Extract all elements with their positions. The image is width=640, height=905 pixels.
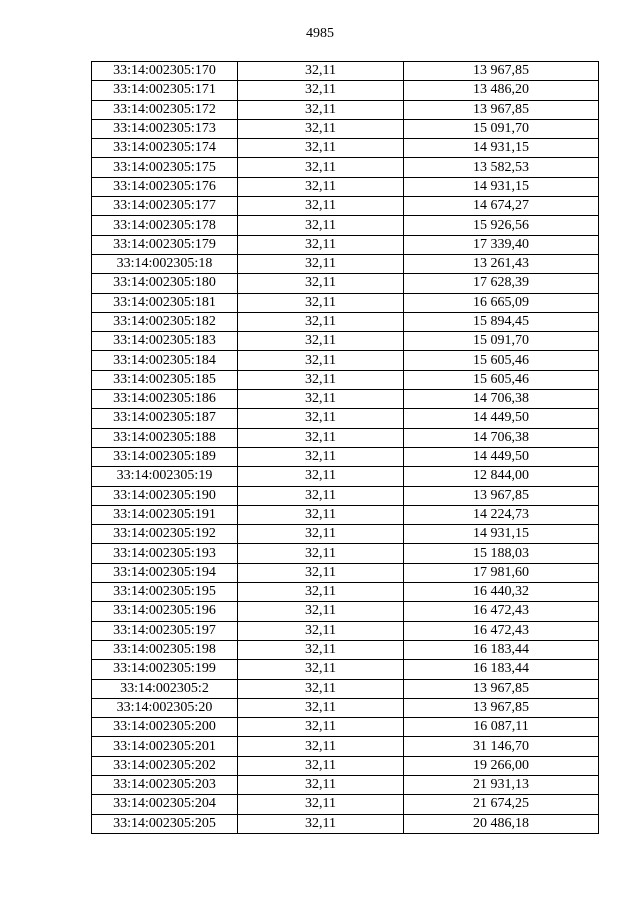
rate-cell: 32,11 [238, 679, 404, 698]
value-cell: 15 605,46 [404, 351, 599, 370]
rate-cell: 32,11 [238, 756, 404, 775]
rate-cell: 32,11 [238, 332, 404, 351]
table-row [92, 525, 599, 544]
value-cell: 14 706,38 [404, 428, 599, 447]
value-cell: 14 931,15 [404, 525, 599, 544]
cadastral-number-cell: 33:14:002305:188 [92, 428, 238, 447]
rate-cell: 32,11 [238, 447, 404, 466]
table-row [92, 544, 599, 563]
cadastral-number-cell: 33:14:002305:171 [92, 81, 238, 100]
cadastral-number-cell: 33:14:002305:186 [92, 390, 238, 409]
rate-cell: 32,11 [238, 293, 404, 312]
rate-cell: 32,11 [238, 409, 404, 428]
cadastral-number-cell: 33:14:002305:190 [92, 486, 238, 505]
value-cell: 15 188,03 [404, 544, 599, 563]
table-row [92, 409, 599, 428]
value-cell: 14 931,15 [404, 177, 599, 196]
value-cell: 13 967,85 [404, 698, 599, 717]
table-row [92, 718, 599, 737]
value-cell: 13 967,85 [404, 62, 599, 81]
page-number: 4985 [306, 26, 334, 41]
cadastral-number-cell: 33:14:002305:180 [92, 274, 238, 293]
cadastral-number-cell: 33:14:002305:181 [92, 293, 238, 312]
rate-cell: 32,11 [238, 254, 404, 273]
value-cell: 14 224,73 [404, 505, 599, 524]
table-row [92, 312, 599, 331]
rate-cell: 32,11 [238, 197, 404, 216]
cadastral-number-cell: 33:14:002305:18 [92, 254, 238, 273]
value-cell: 14 931,15 [404, 139, 599, 158]
rate-cell: 32,11 [238, 775, 404, 794]
value-cell: 13 486,20 [404, 81, 599, 100]
value-cell: 14 449,50 [404, 447, 599, 466]
rate-cell: 32,11 [238, 814, 404, 833]
cadastral-number-cell: 33:14:002305:201 [92, 737, 238, 756]
value-cell: 15 091,70 [404, 119, 599, 138]
table-row [92, 583, 599, 602]
rate-cell: 32,11 [238, 100, 404, 119]
table-row [92, 621, 599, 640]
rate-cell: 32,11 [238, 119, 404, 138]
table-row [92, 467, 599, 486]
table-row [92, 640, 599, 659]
value-cell: 31 146,70 [404, 737, 599, 756]
rate-cell: 32,11 [238, 370, 404, 389]
rate-cell: 32,11 [238, 312, 404, 331]
rate-cell: 32,11 [238, 139, 404, 158]
table-row [92, 795, 599, 814]
value-cell: 13 261,43 [404, 254, 599, 273]
table-row [92, 737, 599, 756]
rate-cell: 32,11 [238, 505, 404, 524]
rate-cell: 32,11 [238, 621, 404, 640]
value-cell: 21 931,13 [404, 775, 599, 794]
rate-cell: 32,11 [238, 698, 404, 717]
cadastral-number-cell: 33:14:002305:177 [92, 197, 238, 216]
table-row [92, 274, 599, 293]
value-cell: 13 582,53 [404, 158, 599, 177]
rate-cell: 32,11 [238, 428, 404, 447]
cadastral-number-cell: 33:14:002305:200 [92, 718, 238, 737]
value-cell: 14 449,50 [404, 409, 599, 428]
rate-cell: 32,11 [238, 640, 404, 659]
cadastral-number-cell: 33:14:002305:170 [92, 62, 238, 81]
table-row [92, 660, 599, 679]
table-row [92, 81, 599, 100]
cadastral-number-cell: 33:14:002305:205 [92, 814, 238, 833]
cadastral-number-cell: 33:14:002305:184 [92, 351, 238, 370]
rate-cell: 32,11 [238, 525, 404, 544]
value-cell: 15 091,70 [404, 332, 599, 351]
cadastral-number-cell: 33:14:002305:198 [92, 640, 238, 659]
value-cell: 13 967,85 [404, 100, 599, 119]
cadastral-number-cell: 33:14:002305:197 [92, 621, 238, 640]
rate-cell: 32,11 [238, 602, 404, 621]
cadastral-number-cell: 33:14:002305:174 [92, 139, 238, 158]
cadastral-number-cell: 33:14:002305:182 [92, 312, 238, 331]
rate-cell: 32,11 [238, 81, 404, 100]
table-row [92, 428, 599, 447]
table-row [92, 351, 599, 370]
value-cell: 17 339,40 [404, 235, 599, 254]
rate-cell: 32,11 [238, 737, 404, 756]
table-row [92, 332, 599, 351]
cadastral-number-cell: 33:14:002305:193 [92, 544, 238, 563]
cadastral-number-cell: 33:14:002305:194 [92, 563, 238, 582]
value-cell: 16 087,11 [404, 718, 599, 737]
table-row [92, 698, 599, 717]
table-row [92, 235, 599, 254]
rate-cell: 32,11 [238, 390, 404, 409]
rate-cell: 32,11 [238, 583, 404, 602]
rate-cell: 32,11 [238, 274, 404, 293]
table-row [92, 486, 599, 505]
value-cell: 21 674,25 [404, 795, 599, 814]
value-cell: 14 674,27 [404, 197, 599, 216]
cadastral-number-cell: 33:14:002305:172 [92, 100, 238, 119]
value-cell: 15 605,46 [404, 370, 599, 389]
cadastral-number-cell: 33:14:002305:178 [92, 216, 238, 235]
rate-cell: 32,11 [238, 62, 404, 81]
rate-cell: 32,11 [238, 660, 404, 679]
cadastral-number-cell: 33:14:002305:2 [92, 679, 238, 698]
cadastral-number-cell: 33:14:002305:196 [92, 602, 238, 621]
rate-cell: 32,11 [238, 235, 404, 254]
value-cell: 16 472,43 [404, 602, 599, 621]
rate-cell: 32,11 [238, 351, 404, 370]
cadastral-number-cell: 33:14:002305:191 [92, 505, 238, 524]
cadastral-number-cell: 33:14:002305:20 [92, 698, 238, 717]
value-cell: 16 183,44 [404, 640, 599, 659]
value-cell: 19 266,00 [404, 756, 599, 775]
table-row [92, 197, 599, 216]
rate-cell: 32,11 [238, 544, 404, 563]
value-cell: 14 706,38 [404, 390, 599, 409]
cadastral-number-cell: 33:14:002305:187 [92, 409, 238, 428]
cadastral-number-cell: 33:14:002305:204 [92, 795, 238, 814]
table-row [92, 814, 599, 833]
table-row [92, 563, 599, 582]
table-row [92, 254, 599, 273]
rate-cell: 32,11 [238, 177, 404, 196]
table-row [92, 293, 599, 312]
table-row [92, 390, 599, 409]
cadastral-number-cell: 33:14:002305:176 [92, 177, 238, 196]
cadastral-number-cell: 33:14:002305:203 [92, 775, 238, 794]
table-row [92, 177, 599, 196]
table-row [92, 119, 599, 138]
value-cell: 15 926,56 [404, 216, 599, 235]
table-row [92, 447, 599, 466]
cadastral-number-cell: 33:14:002305:202 [92, 756, 238, 775]
cadastral-number-cell: 33:14:002305:189 [92, 447, 238, 466]
rate-cell: 32,11 [238, 467, 404, 486]
rate-cell: 32,11 [238, 158, 404, 177]
table-row [92, 505, 599, 524]
table-row [92, 158, 599, 177]
cadastral-number-cell: 33:14:002305:175 [92, 158, 238, 177]
value-cell: 16 440,32 [404, 583, 599, 602]
cadastral-number-cell: 33:14:002305:173 [92, 119, 238, 138]
table-row [92, 679, 599, 698]
table-row [92, 775, 599, 794]
rate-cell: 32,11 [238, 718, 404, 737]
value-cell: 12 844,00 [404, 467, 599, 486]
rate-cell: 32,11 [238, 216, 404, 235]
cadastral-number-cell: 33:14:002305:192 [92, 525, 238, 544]
table-row [92, 602, 599, 621]
value-cell: 17 628,39 [404, 274, 599, 293]
value-cell: 16 665,09 [404, 293, 599, 312]
cadastral-number-cell: 33:14:002305:199 [92, 660, 238, 679]
cadastral-number-cell: 33:14:002305:195 [92, 583, 238, 602]
table-row [92, 216, 599, 235]
value-cell: 13 967,85 [404, 486, 599, 505]
rate-cell: 32,11 [238, 486, 404, 505]
rate-cell: 32,11 [238, 563, 404, 582]
value-cell: 20 486,18 [404, 814, 599, 833]
table-row [92, 62, 599, 81]
table-body [92, 62, 599, 834]
table-row [92, 100, 599, 119]
cadastral-table [91, 61, 599, 834]
value-cell: 17 981,60 [404, 563, 599, 582]
cadastral-number-cell: 33:14:002305:19 [92, 467, 238, 486]
value-cell: 13 967,85 [404, 679, 599, 698]
cadastral-number-cell: 33:14:002305:179 [92, 235, 238, 254]
value-cell: 16 472,43 [404, 621, 599, 640]
table-row [92, 139, 599, 158]
value-cell: 15 894,45 [404, 312, 599, 331]
cadastral-number-cell: 33:14:002305:183 [92, 332, 238, 351]
table-row [92, 370, 599, 389]
cadastral-number-cell: 33:14:002305:185 [92, 370, 238, 389]
value-cell: 16 183,44 [404, 660, 599, 679]
table-row [92, 756, 599, 775]
rate-cell: 32,11 [238, 795, 404, 814]
